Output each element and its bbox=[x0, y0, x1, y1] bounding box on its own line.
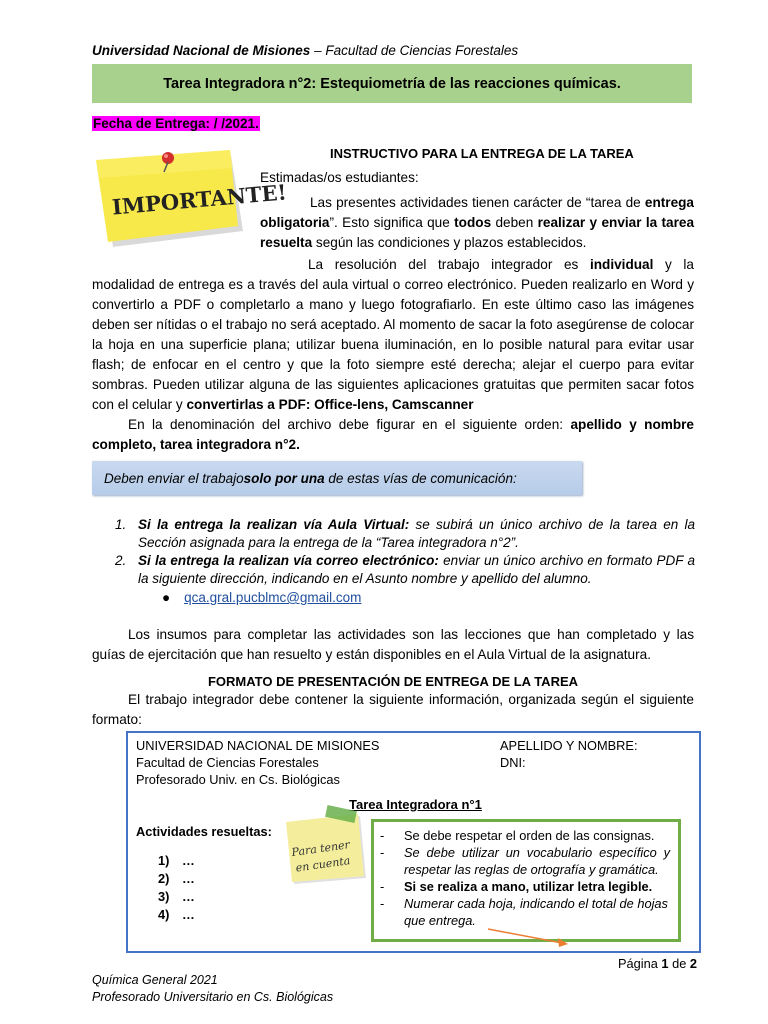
paragraph-2: La resolución del trabajo integrador es individual y la modalidad de entrega es a través del aula virtual o correo electrónico. Pueden realizarlo en Word y convertirlo a PDF o completarlo a mano y luego fotografiarlo. En este último caso las imágenes deben ser nítidas o el trabajo no será aceptado. Al momento de sacar la foto asegúrense de colocar la hoja en una superficie plana; utilizar buena iluminación, en lo posible natural para evitar usar flash; de enfocar en el centro y que la foto siempre esté derecha; alejar el cuerpo para evitar sombras. Pueden utilizar alguna de las siguientes aplicaciones gratuitas que permiten sacar fotos con el celular y convertirlas a PDF: Office-lens, Camscanner bbox=[92, 257, 694, 412]
title-banner bbox=[92, 64, 692, 103]
note-item: - Si se realiza a mano, utilizar letra legible. bbox=[380, 879, 653, 894]
sticky-line-2: en cuenta bbox=[294, 854, 352, 875]
communication-note: Deben enviar el trabajo solo por una de estas vías de comunicación: bbox=[92, 461, 582, 495]
paragraph-3: En la denominación del archivo debe figurar en el siguiente orden: apellido y nombre completo, tarea integradora n°2. bbox=[92, 417, 694, 452]
paragraph-5: El trabajo integrador debe contener la siguiente información, organizada según el siguiente formato: bbox=[92, 692, 694, 727]
header-separator: – bbox=[310, 43, 326, 58]
page-number: Página 1 de 2 bbox=[618, 956, 698, 971]
fecha-entrega: Fecha de Entrega: / /2021. bbox=[93, 116, 259, 131]
header-faculty: Facultad de Ciencias Forestales bbox=[325, 43, 519, 58]
list-item: 1) … bbox=[158, 853, 195, 868]
bullet-icon: ● bbox=[162, 590, 171, 605]
box-activities-list bbox=[158, 852, 195, 924]
page-header bbox=[92, 43, 518, 58]
list-item: 2) … bbox=[158, 871, 195, 886]
formato-title: FORMATO DE PRESENTACIÓN DE ENTREGA DE LA TAREA bbox=[207, 674, 579, 689]
list-item: 4) … bbox=[158, 907, 195, 922]
note-item: - Se debe utilizar un vocabulario específico y respetar las reglas de ortografía y gramática. bbox=[380, 845, 670, 877]
footer-line-2: Profesorado Universitario en Cs. Biológicas bbox=[92, 990, 334, 1004]
importante-text: IMPORTANTE! bbox=[111, 179, 288, 220]
header-university: Universidad Nacional de Misiones bbox=[92, 43, 311, 58]
note-item: - Numerar cada hoja, indicando el total de hojas que entrega. bbox=[380, 896, 668, 928]
notes-box bbox=[371, 819, 681, 942]
box-institution: UNIVERSIDAD NACIONAL DE MISIONES Facultad de Ciencias Forestales Profesorado Univ. en Cs. Biológicas bbox=[136, 738, 380, 787]
email-item bbox=[162, 590, 361, 605]
sticky-line-1: Para tener bbox=[290, 838, 351, 860]
importante-note-image bbox=[90, 148, 288, 248]
paragraph-4: Los insumos para completar las actividades son las lecciones que han completado y las guías de ejercitación que han resuelto y están disponibles en el Aula Virtual de la asignatura. bbox=[92, 627, 694, 662]
paragraph-1: Las presentes actividades tienen carácter de “tarea de entrega obligatoria”. Esto significa que todos deben realizar y enviar la tarea resuelta según las condiciones y plazos establecidos. bbox=[260, 195, 695, 250]
page-footer bbox=[92, 972, 333, 1006]
email-link[interactable]: qca.gral.pucblmc@gmail.com bbox=[184, 590, 362, 605]
sticky-note-image bbox=[282, 808, 368, 884]
delivery-options-list bbox=[115, 516, 695, 588]
box-actividades-label: Actividades resueltas: bbox=[136, 824, 272, 839]
note-item: - Se debe respetar el orden de las consignas. bbox=[380, 828, 655, 843]
instructivo-title: INSTRUCTIVO PARA LA ENTREGA DE LA TAREA bbox=[330, 146, 634, 161]
box-tarea-title: Tarea Integradora n°1 bbox=[349, 797, 482, 812]
list-item: 1. Si la entrega la realizan vía Aula Virtual: se subirá un único archivo de la tarea en la Sección asignada para la entrega de la “Tarea integradora n°2”. bbox=[115, 517, 695, 550]
document-title: Tarea Integradora n°2: Estequiometría de las reacciones químicas. bbox=[163, 75, 621, 92]
list-item: 2. Si la entrega la realizan vía correo electrónico: enviar un único archivo en formato PDF a la siguiente dirección, indicando en el Asunto nombre y apellido del alumno. bbox=[115, 553, 695, 586]
box-student-fields: APELLIDO Y NOMBRE: DNI: bbox=[500, 738, 638, 770]
greeting: Estimadas/os estudiantes: bbox=[260, 170, 419, 185]
arrow-icon bbox=[486, 926, 570, 948]
list-item: 3) … bbox=[158, 889, 195, 904]
footer-line-1: Química General 2021 bbox=[92, 973, 218, 987]
